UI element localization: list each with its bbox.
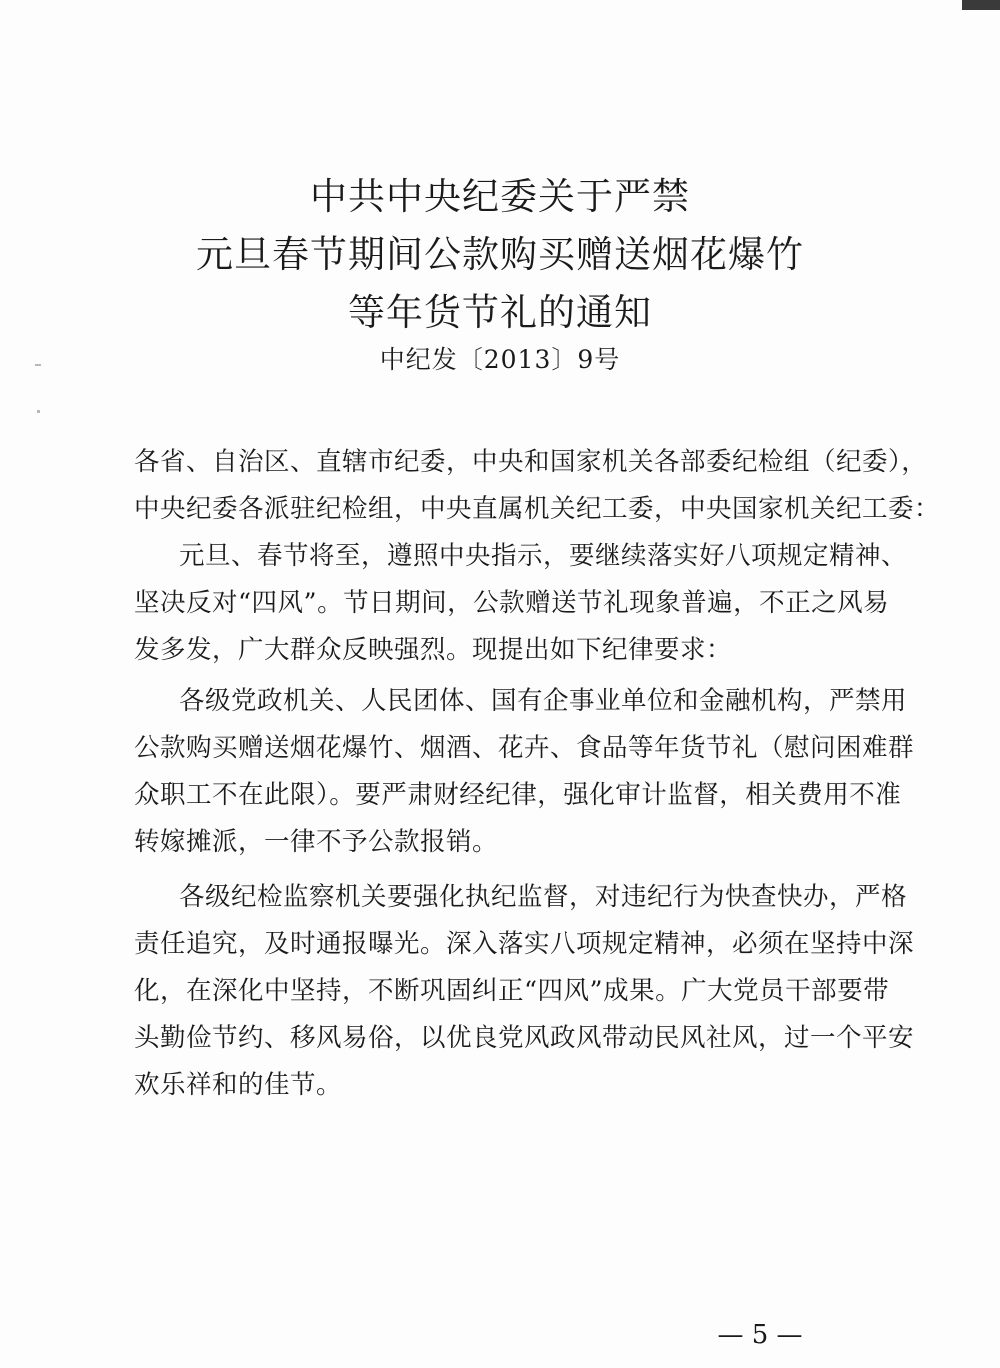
title-line-2: 元旦春节期间公款购买赠送烟花爆竹 xyxy=(196,233,804,276)
paragraph-line: 众职工不在此限）。要严肃财经纪律，强化审计监督，相关费用不准 xyxy=(134,780,902,810)
document-title xyxy=(0,168,1000,342)
paragraph-line: 各级党政机关、人民团体、国有企事业单位和金融机构，严禁用 xyxy=(179,686,908,716)
paragraph-1 xyxy=(134,533,908,674)
paragraph-line: 责任追究，及时通报曝光。深入落实八项规定精神，必须在坚持中深 xyxy=(134,929,915,959)
paragraph-line: 坚决反对“四风”。节日期间，公款赠送节礼现象普遍，不正之风易 xyxy=(134,588,890,618)
paragraph-line: 元旦、春节将至，遵照中央指示，要继续落实好八项规定精神、 xyxy=(179,541,908,571)
paragraph-line: 欢乐祥和的佳节。 xyxy=(134,1070,343,1100)
document-number: 中纪发〔2013〕9号 xyxy=(379,345,621,374)
scan-corner-mark xyxy=(962,0,1000,10)
paragraph-line: 各级纪检监察机关要强化执纪监督，对违纪行为快查快办，严格 xyxy=(179,882,908,912)
paragraph-2 xyxy=(134,678,915,866)
paragraph-line: 化，在深化中坚持，不断巩固纠正“四风”成果。广大党员干部要带 xyxy=(134,976,890,1006)
addressee-line-2: 中央纪委各派驻纪检组，中央直属机关纪工委，中央国家机关纪工委： xyxy=(134,494,941,524)
paragraph-line: 公款购买赠送烟花爆竹、烟酒、花卉、食品等年货节礼（慰问困难群 xyxy=(134,733,915,763)
title-line-3: 等年货节礼的通知 xyxy=(348,291,652,334)
document-body xyxy=(134,439,941,1109)
paragraph-line: 发多发，广大群众反映强烈。现提出如下纪律要求： xyxy=(134,635,733,665)
page-number: — 5 — xyxy=(717,1320,803,1350)
paragraph-3 xyxy=(134,874,915,1109)
title-line-1: 中共中央纪委关于严禁 xyxy=(310,175,690,218)
paragraph-line: 转嫁摊派，一律不予公款报销。 xyxy=(134,827,499,857)
scan-speck xyxy=(37,410,40,413)
paragraph-line: 头勤俭节约、移风易俗，以优良党风政风带动民风社风，过一个平安 xyxy=(134,1023,915,1053)
addressee-line-1: 各省、自治区、直辖市纪委，中央和国家机关各部委纪检组（纪委）， xyxy=(134,447,928,477)
